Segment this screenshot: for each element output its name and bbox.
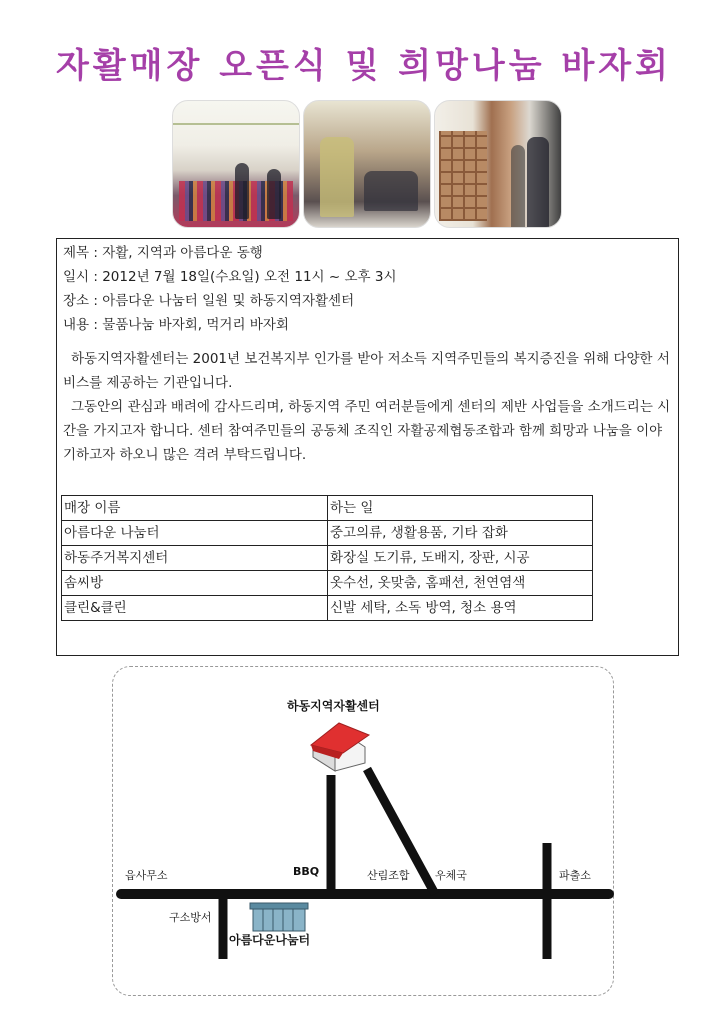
intro-paragraph: 하동지역자활센터는 2001년 보건복지부 인가를 받아 저소득 지역주민들의 복지증진을 위해 다양한 서비스를 제공하는 기관입니다.: [63, 351, 670, 391]
event-place: 장소 : 아름다운 나눔터 일원 및 하동지역자활센터: [63, 293, 355, 309]
shop-work-cell: 신발 세탁, 소독 방역, 청소 용역: [328, 596, 593, 621]
shop-work-cell: 옷수선, 옷맞춤, 홈패션, 천연염색: [328, 571, 593, 596]
town-office-label: 읍사무소: [125, 869, 168, 882]
shop-name-cell: 솜씨방: [62, 571, 328, 596]
fire-station-label: 구소방서: [169, 911, 212, 924]
table-row: [62, 521, 593, 546]
map-roads: [113, 667, 615, 997]
shop-name-cell: 아름다운 나눔터: [62, 521, 328, 546]
page-title: 자활매장 오픈식 및 희망나눔 바자회: [55, 46, 672, 86]
store-building-icon: [250, 903, 308, 931]
shop-work-cell: 중고의류, 생활용품, 기타 잡화: [328, 521, 593, 546]
sewing-room-photo: [303, 100, 431, 228]
table-row: [62, 546, 593, 571]
table-header-cell: 매장 이름: [62, 496, 328, 521]
store-interior-photo: [172, 100, 300, 228]
post-office-label: 우체국: [435, 869, 467, 882]
shops-table: [61, 495, 593, 621]
table-header-row: [62, 496, 593, 521]
table-header-cell: 하는 일: [328, 496, 593, 521]
police-box-label: 파출소: [559, 869, 591, 882]
center-label: 하동지역자활센터: [287, 699, 380, 713]
store-label: 아름다운나눔터: [229, 933, 311, 947]
bbq-label: BBQ: [293, 865, 320, 878]
table-row: [62, 596, 593, 621]
forest-coop-label: 산림조합: [367, 869, 410, 882]
table-row: [62, 571, 593, 596]
greeting-paragraph: 그동안의 관심과 배려에 감사드리며, 하동지역 주민 여러분들에게 센터의 제반 사업들을 소개드리는 시간을 가지고자 합니다. 센터 참여주민들의 공동체 조직인 자활공제협동조합과 함께 희망과 나눔을 이야기하고자 하오니 많은 격려 부탁드립니다.: [63, 399, 671, 463]
shop-name-cell: 클린&클린: [62, 596, 328, 621]
event-content: 내용 : 물품나눔 바자회, 먹거리 바자회: [63, 317, 289, 333]
event-info-box: [56, 238, 679, 656]
event-subject: 제목 : 자활, 지역과 아름다운 동행: [63, 245, 263, 261]
shop-work-cell: 화장실 도기류, 도배지, 장판, 시공: [328, 546, 593, 571]
house-icon: [311, 723, 369, 771]
location-map: [112, 666, 614, 996]
shop-name-cell: 하동주거복지센터: [62, 546, 328, 571]
event-datetime: 일시 : 2012년 7월 18일(수요일) 오전 11시 ~ 오후 3시: [63, 269, 397, 285]
shoe-shelf-photo: [434, 100, 562, 228]
